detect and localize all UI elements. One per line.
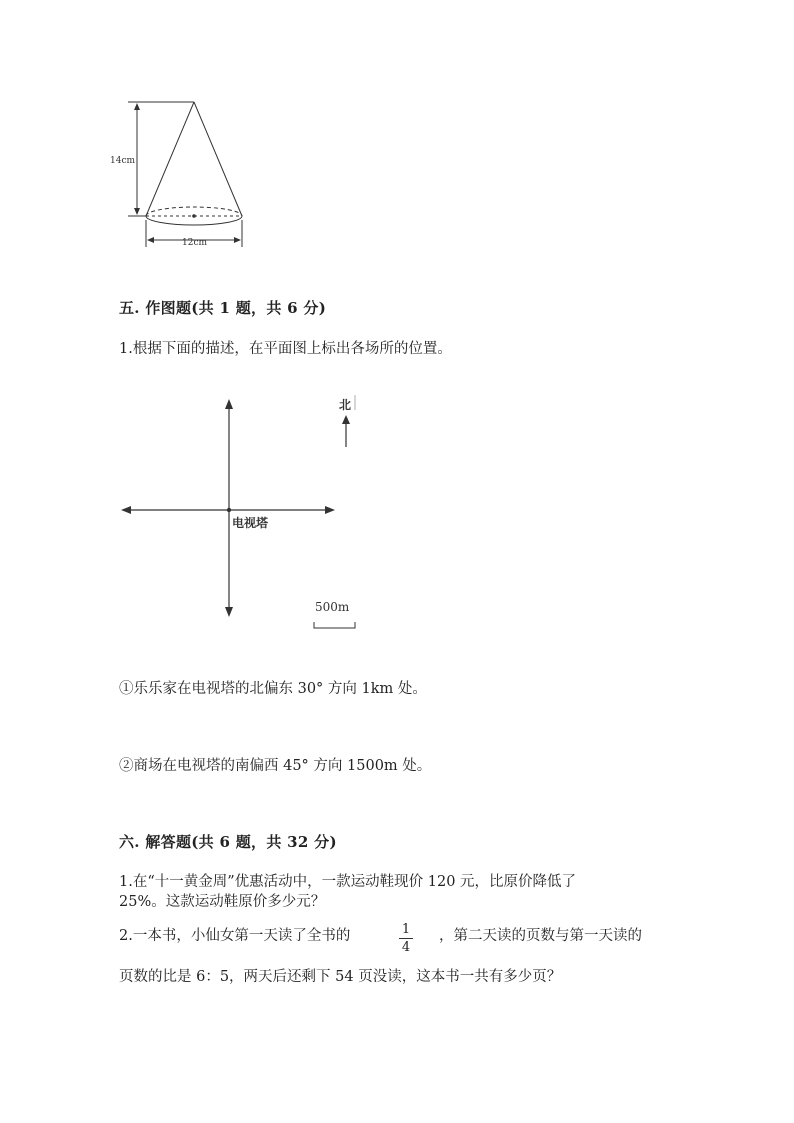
- north-arrow-head: [342, 415, 350, 424]
- section-5-question-1: 1.根据下面的描述，在平面图上标出各场所的位置。: [119, 341, 452, 357]
- cone-right-side: [194, 102, 242, 216]
- diameter-arrow-right: [234, 237, 241, 243]
- height-arrow-bottom: [134, 208, 140, 215]
- map-arrow-down: [225, 607, 233, 617]
- map-arrow-left: [121, 506, 131, 514]
- cone-left-side: [146, 102, 194, 216]
- cone-figure: [110, 95, 260, 255]
- height-arrow-top: [134, 103, 140, 110]
- fraction-one-quarter: [399, 922, 413, 955]
- section-6-heading: 六. 解答题(共 6 题，共 32 分): [119, 833, 337, 851]
- section-6-question-2-part-1: 2.一本书，小仙女第一天读了全书的: [119, 928, 351, 944]
- map-origin-point: [227, 508, 231, 512]
- diameter-arrow-left: [147, 237, 154, 243]
- cone-base-center: [192, 214, 196, 218]
- scale-label: 500m: [315, 600, 350, 614]
- map-arrow-up: [225, 399, 233, 409]
- scale-bar: [314, 622, 355, 628]
- section-5-item-2: ②商场在电视塔的南偏西 45° 方向 1500m 处。: [119, 758, 432, 774]
- section-6-question-2-line-2: 页数的比是 6：5，两天后还剩下 54 页没读，这本书一共有多少页？: [119, 969, 562, 985]
- north-label: 北: [339, 398, 352, 412]
- section-5-heading: 五. 作图题(共 1 题，共 6 分): [119, 299, 327, 317]
- height-label: 14cm: [110, 156, 136, 166]
- section-6-question-1-line-1: 1.在“十一黄金周”优惠活动中，一款运动鞋现价 120 元，比原价降低了: [119, 874, 577, 890]
- fraction-numerator: 1: [401, 922, 411, 937]
- section-6-question-2-part-2: ，第二天读的页数与第一天读的: [439, 928, 642, 944]
- section-5-item-1: ①乐乐家在电视塔的北偏东 30° 方向 1km 处。: [119, 681, 427, 697]
- fraction-bar: [399, 938, 413, 939]
- position-map: [118, 390, 368, 635]
- map-arrow-right: [325, 506, 335, 514]
- fraction-denominator: 4: [401, 940, 411, 955]
- diameter-label: 12cm: [182, 238, 208, 248]
- map-origin-label: 电视塔: [232, 516, 269, 530]
- section-6-question-1-line-2: 25%。这款运动鞋原价多少元？: [119, 894, 326, 910]
